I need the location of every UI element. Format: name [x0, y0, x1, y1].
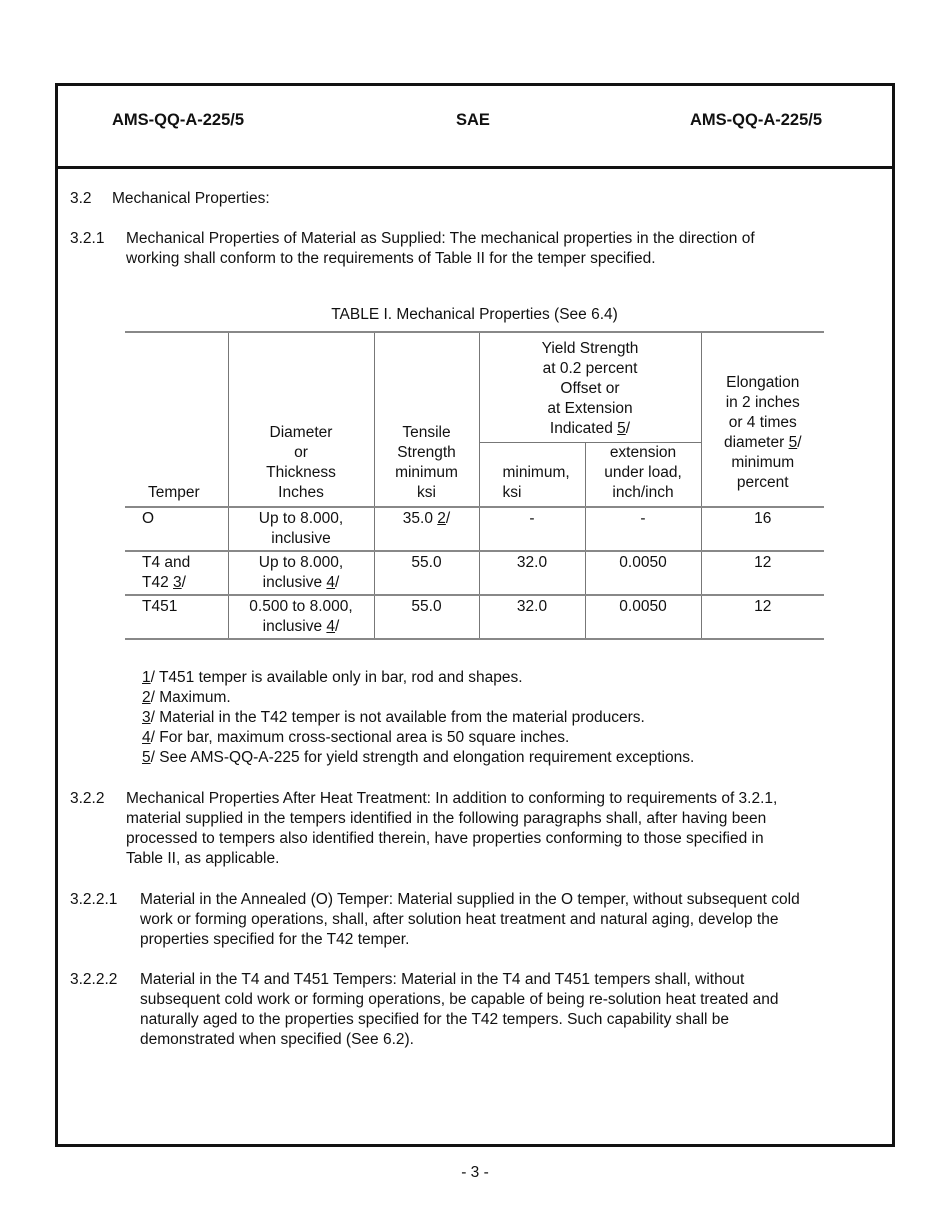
- cell-yield-min: -: [479, 507, 585, 551]
- header-temper: Temper: [125, 332, 228, 507]
- section-title: Mechanical Properties:: [112, 190, 270, 207]
- cell-elongation: 12: [701, 551, 824, 595]
- section-number: 3.2.1: [70, 230, 105, 247]
- cell-tensile: 55.0: [374, 551, 479, 595]
- cell-tensile: 35.0 2/: [374, 507, 479, 551]
- section-number: 3.2.2.2: [70, 971, 118, 988]
- footnote: 1/ T451 temper is available only in bar, rod and shapes.: [142, 669, 523, 686]
- header-yield-strength: Yield Strength at 0.2 percent Offset or at Extension Indicated 5/: [479, 332, 701, 443]
- cell-diameter: Up to 8.000, inclusive 4/: [228, 551, 374, 595]
- section-number: 3.2.2.1: [70, 891, 118, 908]
- header-elongation: Elongation in 2 inches or 4 times diameter 5/ minimum percent: [701, 332, 824, 507]
- table-caption: TABLE I. Mechanical Properties (See 6.4): [331, 306, 618, 323]
- text-line: Mechanical Properties of Material as Supplied: The mechanical properties in the direction of: [126, 230, 755, 247]
- cell-diameter: Up to 8.000, inclusive: [228, 507, 374, 551]
- paragraph-3-2-2-1: Material in the Annealed (O) Temper: Material supplied in the O temper, without subsequent cold work or forming operations, shall, after solution heat treatment and natural aging, develop the properties specified for the T42 temper.: [140, 891, 800, 948]
- header-tensile: Tensile Strength minimum ksi: [374, 332, 479, 507]
- footnote: 5/ See AMS-QQ-A-225 for yield strength and elongation requirement exceptions.: [142, 749, 695, 766]
- text-line: working shall conform to the requirements of Table II for the temper specified.: [126, 250, 656, 267]
- table-row: [125, 507, 824, 551]
- section-number: 3.2.2: [70, 790, 105, 807]
- cell-yield-ext: 0.0050: [585, 595, 701, 639]
- table-row: [125, 595, 824, 639]
- table-row: [125, 551, 824, 595]
- cell-elongation: 12: [701, 595, 824, 639]
- header-diameter: Diameter or Thickness Inches: [228, 332, 374, 507]
- footnote: 3/ Material in the T42 temper is not available from the material producers.: [142, 709, 645, 726]
- section-number: 3.2: [70, 190, 92, 207]
- cell-temper: T451: [125, 595, 228, 639]
- header-divider: [55, 166, 895, 169]
- header-doc-id-right: AMS-QQ-A-225/5: [690, 111, 823, 129]
- cell-yield-min: 32.0: [479, 595, 585, 639]
- page-number: - 3 -: [461, 1164, 489, 1181]
- paragraph-3-2-2: Mechanical Properties After Heat Treatment: In addition to conforming to requirements of 3.2.1, material supplied in the tempers identified in the following paragraphs shall, after having been processed to tempers also identified therein, have properties conforming to those specified in Table II, as applicable.: [126, 790, 778, 867]
- paragraph-3-2-2-2: Material in the T4 and T451 Tempers: Material in the T4 and T451 tempers shall, without subsequent cold work or forming operations, be capable of being re-solution heat treated and naturally aged to the properties specified for the T42 tempers. Such capability shall be demonstrated when specified (See 6.2).: [140, 971, 779, 1048]
- cell-yield-ext: -: [585, 507, 701, 551]
- footnote: 4/ For bar, maximum cross-sectional area is 50 square inches.: [142, 729, 570, 746]
- header-org: SAE: [456, 111, 490, 129]
- cell-yield-ext: 0.0050: [585, 551, 701, 595]
- header-doc-id-left: AMS-QQ-A-225/5: [112, 111, 245, 129]
- header-yield-extension: extension under load, inch/inch: [585, 443, 701, 508]
- footnotes: [142, 668, 694, 768]
- cell-temper: O: [125, 507, 228, 551]
- header-yield-minimum: minimum, ksi: [479, 443, 585, 508]
- paragraph-3-2-1: [126, 229, 755, 269]
- cell-diameter: 0.500 to 8.000, inclusive 4/: [228, 595, 374, 639]
- cell-yield-min: 32.0: [479, 551, 585, 595]
- cell-tensile: 55.0: [374, 595, 479, 639]
- mechanical-properties-table: [125, 331, 824, 640]
- footnote: 2/ Maximum.: [142, 689, 231, 706]
- cell-elongation: 16: [701, 507, 824, 551]
- cell-temper: T4 and T42 3/: [125, 551, 228, 595]
